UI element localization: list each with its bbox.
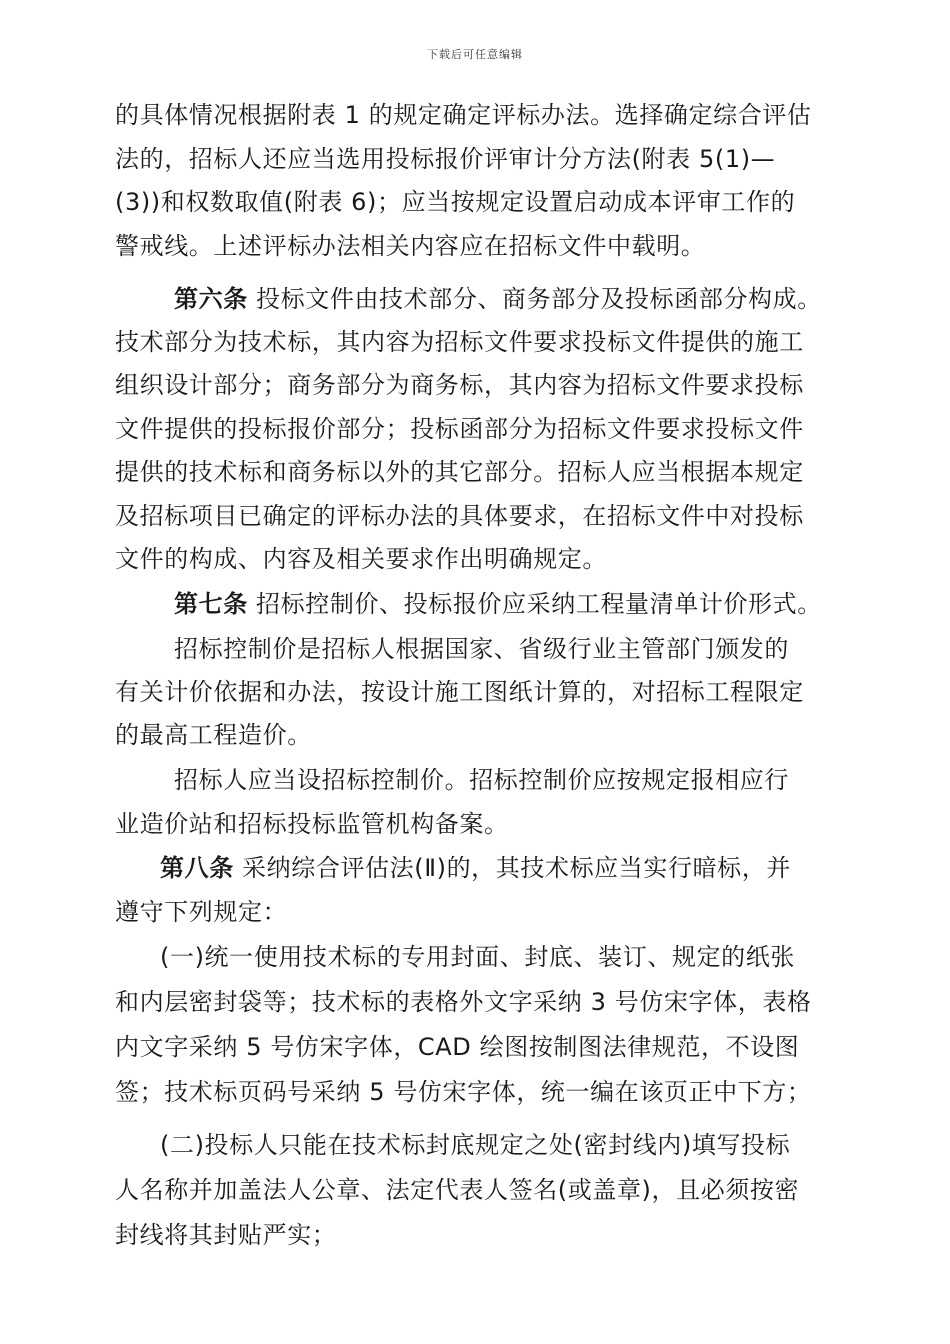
body-line: 业造价站和招标投标监管机构备案。 [115, 810, 509, 838]
body-line: 封线将其封贴严实； [115, 1221, 337, 1249]
body-line: 人名称并加盖法人公章、法定代表人签名(或盖章)，且必须按密 [115, 1176, 800, 1204]
body-line: 和内层密封袋等；技术标的表格外文字采纳 3 号仿宋字体，表格 [115, 988, 812, 1016]
body-line: 签；技术标页码号采纳 5 号仿宋字体，统一编在该页正中下方； [115, 1078, 812, 1106]
body-line: (二)投标人只能在技术标封底规定之处(密封线内)填写投标 [160, 1131, 791, 1159]
body-text: 投标文件由技术部分、商务部分及投标函部分构成。 [247, 285, 822, 313]
body-line: 招标控制价是招标人根据国家、省级行业主管部门颁发的 [174, 635, 789, 663]
body-line: 的具体情况根据附表 1 的规定确定评标办法。选择确定综合评估 [115, 101, 812, 129]
page-header-note: 下载后可任意编辑 [427, 48, 523, 61]
body-line: (一)统一使用技术标的专用封面、封底、装订、规定的纸张 [160, 943, 795, 971]
body-line: 文件提供的投标报价部分；投标函部分为招标文件要求投标文件 [115, 415, 804, 443]
body-line: 法的，招标人还应当选用投标报价评审计分方法(附表 5(1)— [115, 145, 776, 173]
body-line: 招标人应当设招标控制价。招标控制价应按规定报相应行 [174, 766, 789, 794]
body-line: 技术部分为技术标，其内容为招标文件要求投标文件提供的施工 [115, 328, 804, 356]
body-line: (3))和权数取值(附表 6)；应当按规定设置启动成本评审工作的 [115, 188, 796, 216]
article-6-paragraph [174, 284, 822, 314]
body-line: 及招标项目已确定的评标办法的具体要求，在招标文件中对投标 [115, 502, 804, 530]
article-heading: 第六条 [174, 285, 248, 313]
body-line: 的最高工程造价。 [115, 721, 312, 749]
body-text: 招标控制价、投标报价应采纳工程量清单计价形式。 [247, 590, 822, 618]
body-line: 有关计价依据和办法，按设计施工图纸计算的，对招标工程限定 [115, 678, 804, 706]
body-line: 组织设计部分；商务部分为商务标，其内容为招标文件要求投标 [115, 371, 804, 399]
body-line: 遵守下列规定： [115, 898, 288, 926]
body-line: 警戒线。上述评标办法相关内容应在招标文件中载明。 [115, 232, 706, 260]
article-heading: 第八条 [160, 854, 234, 882]
body-line: 提供的技术标和商务标以外的其它部分。招标人应当根据本规定 [115, 458, 804, 486]
article-8-paragraph [160, 853, 791, 883]
body-line: 文件的构成、内容及相关要求作出明确规定。 [115, 545, 607, 573]
article-heading: 第七条 [174, 590, 248, 618]
article-7-paragraph [174, 589, 822, 619]
body-line: 内文字采纳 5 号仿宋字体，CAD 绘图按制图法律规范，不设图 [115, 1033, 800, 1061]
body-text: 采纳综合评估法(Ⅱ)的，其技术标应当实行暗标，并 [233, 854, 791, 882]
